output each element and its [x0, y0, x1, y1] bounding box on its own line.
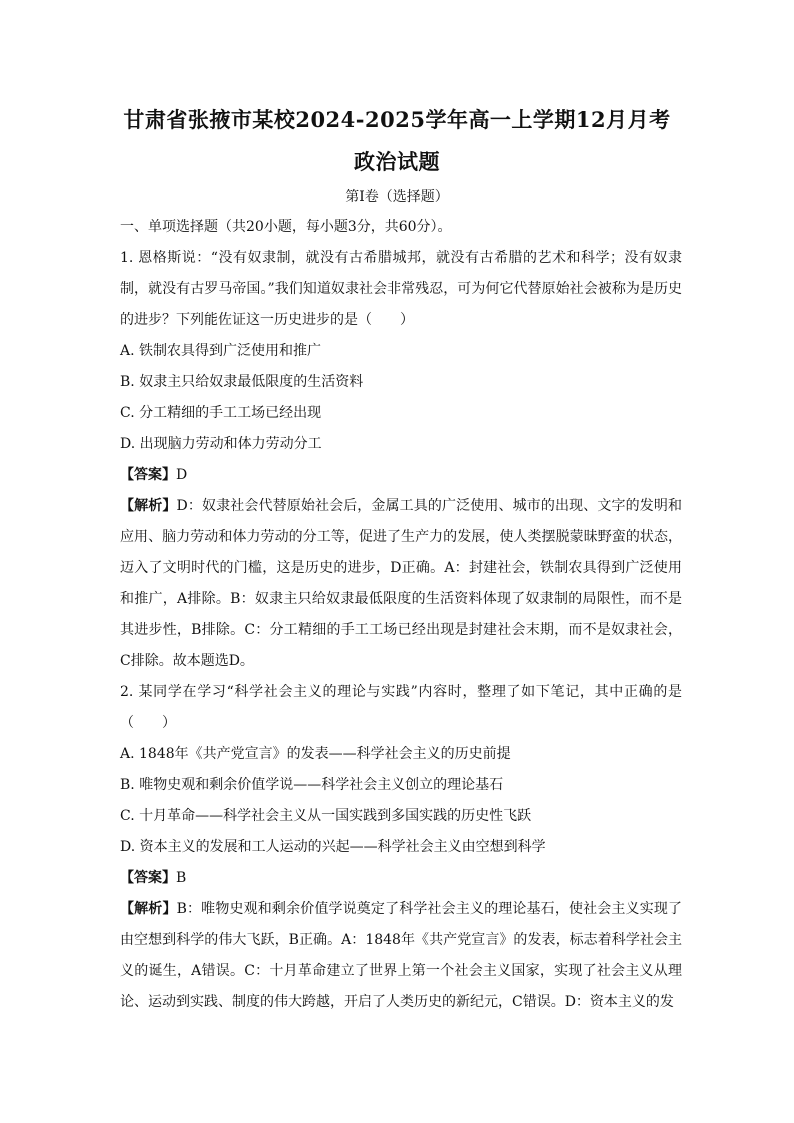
question-2-stem: 2. 某同学在学习“科学社会主义的理论与实践”内容时，整理了如下笔记，其中正确的是（ ）: [120, 684, 682, 731]
exam-content: [120, 212, 682, 1018]
answer-tag: 【答案】: [120, 870, 176, 886]
question-2-option-b: B. 唯物史观和剩余价值学说——科学社会主义创立的理论基石: [120, 777, 504, 793]
analysis-text: D：奴隶社会代替原始社会后，金属工具的广泛使用、城市的出现、文字的发明和应用、脑力劳动和体力劳动的分工等，促进了生产力的发展，使人类摆脱蒙昧野蛮的状态，迈入了文明时代的门槛，这是历史的进步，D正确。A：封建社会，铁制农具得到广泛使用和推广，A排除。B：奴隶主只给奴隶最低限度的生活资料体现了奴隶制的局限性，而不是其进步性，B排除。C：分工精细的手工工场已经出现是封建社会末期，而不是奴隶社会，C排除。故本题选D。: [120, 498, 682, 669]
question-1-answer: [120, 460, 682, 491]
question-2-option-d: D. 资本主义的发展和工人运动的兴起——科学社会主义由空想到科学: [120, 839, 546, 855]
question-1-option-d: D. 出现脑力劳动和体力劳动分工: [120, 436, 322, 452]
question-1-stem: 1. 恩格斯说：“没有奴隶制，就没有古希腊城邦，就没有古希腊的艺术和科学；没有奴隶制，就没有古罗马帝国。”我们知道奴隶社会非常残忍，可为何它代替原始社会被称为是历史的进步？下列能佐证这一历史进步的是（ ）: [120, 250, 682, 328]
answer-tag: 【答案】: [120, 467, 176, 483]
answer-value: D: [176, 467, 188, 483]
question-2-answer: [120, 863, 682, 894]
section-heading: 一、单项选择题（共20小题，每小题3分，共60分）。: [120, 219, 452, 235]
question-2-analysis: [120, 894, 682, 1018]
question-1-option-c: C. 分工精细的手工工场已经出现: [120, 405, 322, 421]
volume-label: 第Ⅰ卷（选择题）: [345, 189, 449, 205]
exam-title-line1: 甘肃省张掖市某校2024-2025学年高一上学期12月月考: [123, 107, 671, 132]
question-1-option-a: A. 铁制农具得到广泛使用和推广: [120, 343, 322, 359]
exam-title-line2: 政治试题: [354, 149, 440, 174]
analysis-text: B：唯物史观和剩余价值学说奠定了科学社会主义的理论基石，使社会主义实现了由空想到科学的伟大飞跃，B正确。A：1848年《共产党宣言》的发表，标志着科学社会主义的诞生，A错误。C：十月革命建立了世界上第一个社会主义国家，实现了社会主义从理论、运动到实践、制度的伟大跨越，开启了人类历史的新纪元，C错误。D：资本主义的发: [120, 901, 682, 1010]
question-2-option-a: A. 1848年《共产党宣言》的发表——科学社会主义的历史前提: [120, 746, 511, 762]
question-1-option-b: B. 奴隶主只给奴隶最低限度的生活资料: [120, 374, 364, 390]
analysis-tag: 【解析】: [120, 498, 177, 514]
analysis-tag: 【解析】: [120, 901, 177, 917]
question-2-option-c: C. 十月革命——科学社会主义从一国实践到多国实践的历史性飞跃: [120, 808, 532, 824]
answer-value: B: [176, 870, 187, 886]
question-1-analysis: [120, 491, 682, 677]
